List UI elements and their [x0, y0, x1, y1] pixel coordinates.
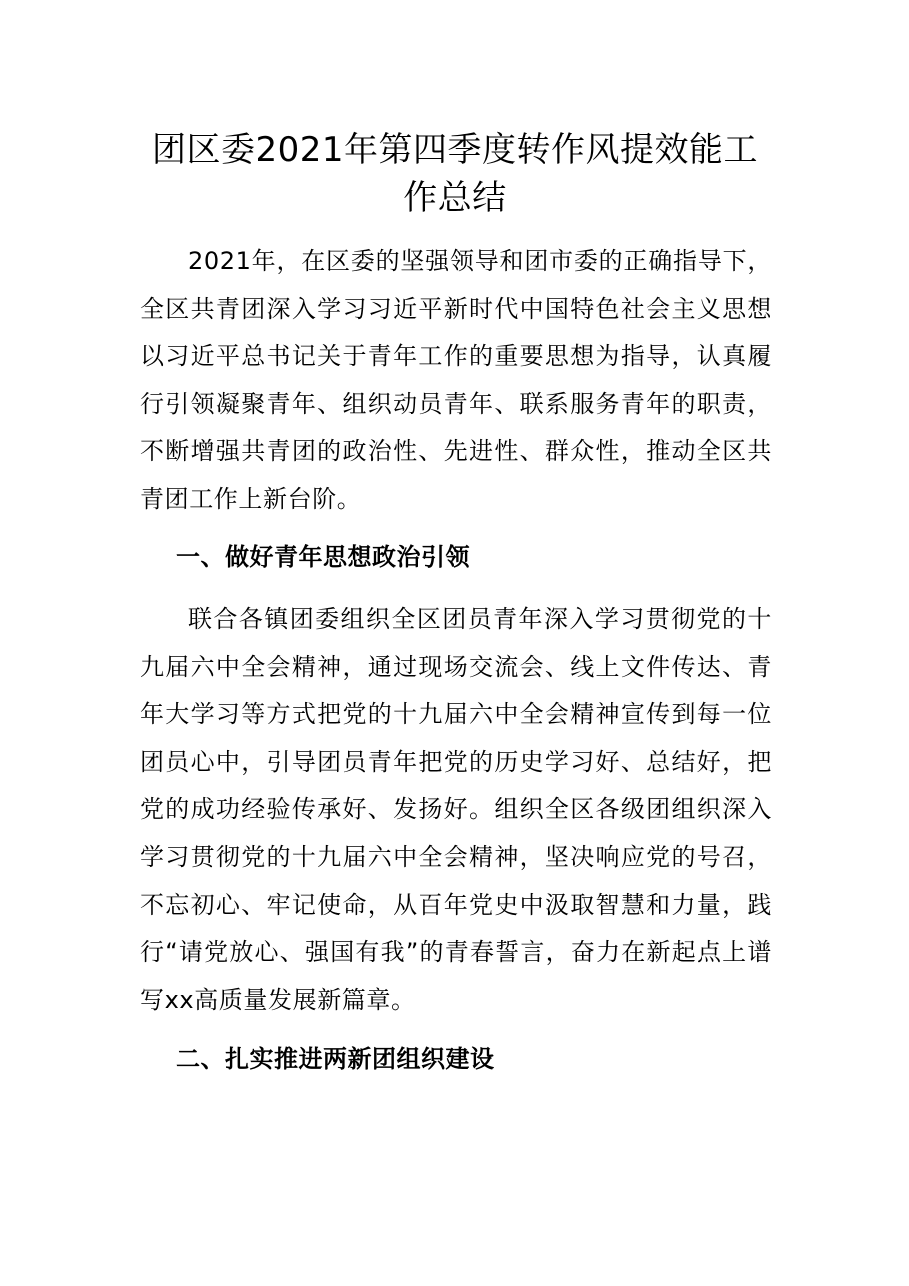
section-body-1: 联合各镇团委组织全区团员青年深入学习贯彻党的十九届六中全会精神，通过现场交流会、线上文件传达、青年大学习等方式把党的十九届六中全会精神宣传到每一位团员心中，引导团员青年把党的历史学习好、总结好，把党的成功经验传承好、发扬好。组织全区各级团组织深入学习贯彻党的十九届六中全会精神，坚决响应党的号召，不忘初心、牢记使命，从百年党史中汲取智慧和力量，践行“请党放心、强国有我”的青春誓言，奋力在新起点上谱写xx高质量发展新篇章。 — [140, 605, 772, 1014]
section-heading-1: 一、做好青年思想政治引领 — [176, 543, 470, 571]
document-title: 团区委2021年第四季度转作风提效能工作总结 — [151, 130, 759, 218]
section-heading-2: 二、扎实推进两新团组织建设 — [176, 1045, 495, 1073]
intro-paragraph: 2021年，在区委的坚强领导和团市委的正确指导下，全区共青团深入学习习近平新时代中国特色社会主义思想以习近平总书记关于青年工作的重要思想为指导，认真履行引领凝聚青年、组织动员青年、联系服务青年的职责，不断增强共青团的政治性、先进性、群众性，推动全区共青团工作上新台阶。 — [140, 247, 772, 513]
